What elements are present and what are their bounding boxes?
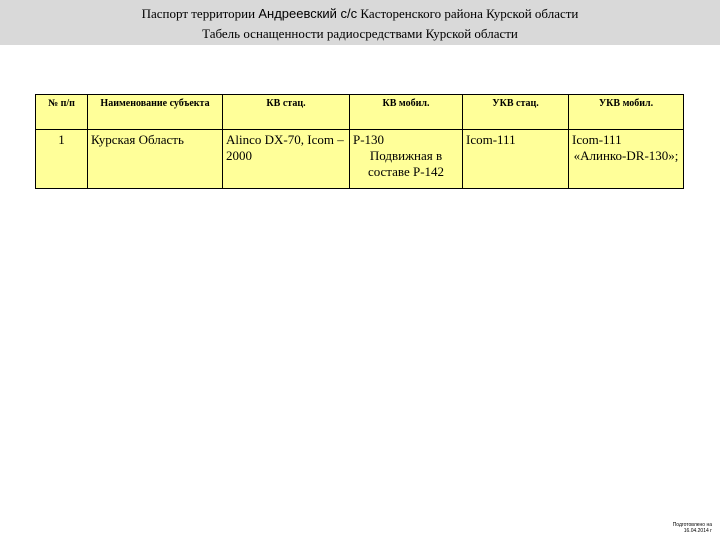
column-header-subject: Наименование субъекта xyxy=(88,95,223,130)
column-header-ukv-stat: УКВ стац. xyxy=(463,95,569,130)
column-header-ukv-mob: УКВ мобил. xyxy=(569,95,684,130)
title-part-2: Андреевский с/с xyxy=(258,6,358,21)
equipment-table xyxy=(35,94,684,189)
cell-ukv-stat: Icom-111 xyxy=(463,130,569,189)
cell-kv-stat: Alinco DX-70, Icom – 2000 xyxy=(223,130,350,189)
kv-mob-line-1: Р-130 xyxy=(353,132,385,147)
column-header-kv-stat: КВ стац. xyxy=(223,95,350,130)
cell-num: 1 xyxy=(36,130,88,189)
ukv-mob-line-1: Icom-111 xyxy=(572,132,622,147)
kv-mob-line-2: Подвижная в составе Р-142 xyxy=(367,148,445,179)
cell-kv-mob xyxy=(350,130,463,189)
prepared-note xyxy=(673,522,712,534)
title-part-1: Паспорт территории xyxy=(141,6,256,21)
page-subtitle: Табель оснащенности радиосредствами Курской области xyxy=(202,26,518,41)
cell-subject: Курская Область xyxy=(88,130,223,189)
title-part-3: Касторенского района Курской области xyxy=(360,6,579,21)
ukv-mob-line-2: «Алинко-DR-130»; xyxy=(573,148,679,163)
page-header xyxy=(0,0,720,45)
prepared-note-line-1: Подготовлено на xyxy=(672,522,712,528)
page-title xyxy=(0,6,720,22)
column-header-num: № п/п xyxy=(36,95,88,130)
cell-ukv-mob xyxy=(569,130,684,189)
column-header-kv-mob: КВ мобил. xyxy=(350,95,463,130)
table-header-row xyxy=(36,95,684,130)
prepared-note-date: 16.04.2014 г xyxy=(683,528,712,534)
table-row xyxy=(36,130,684,189)
